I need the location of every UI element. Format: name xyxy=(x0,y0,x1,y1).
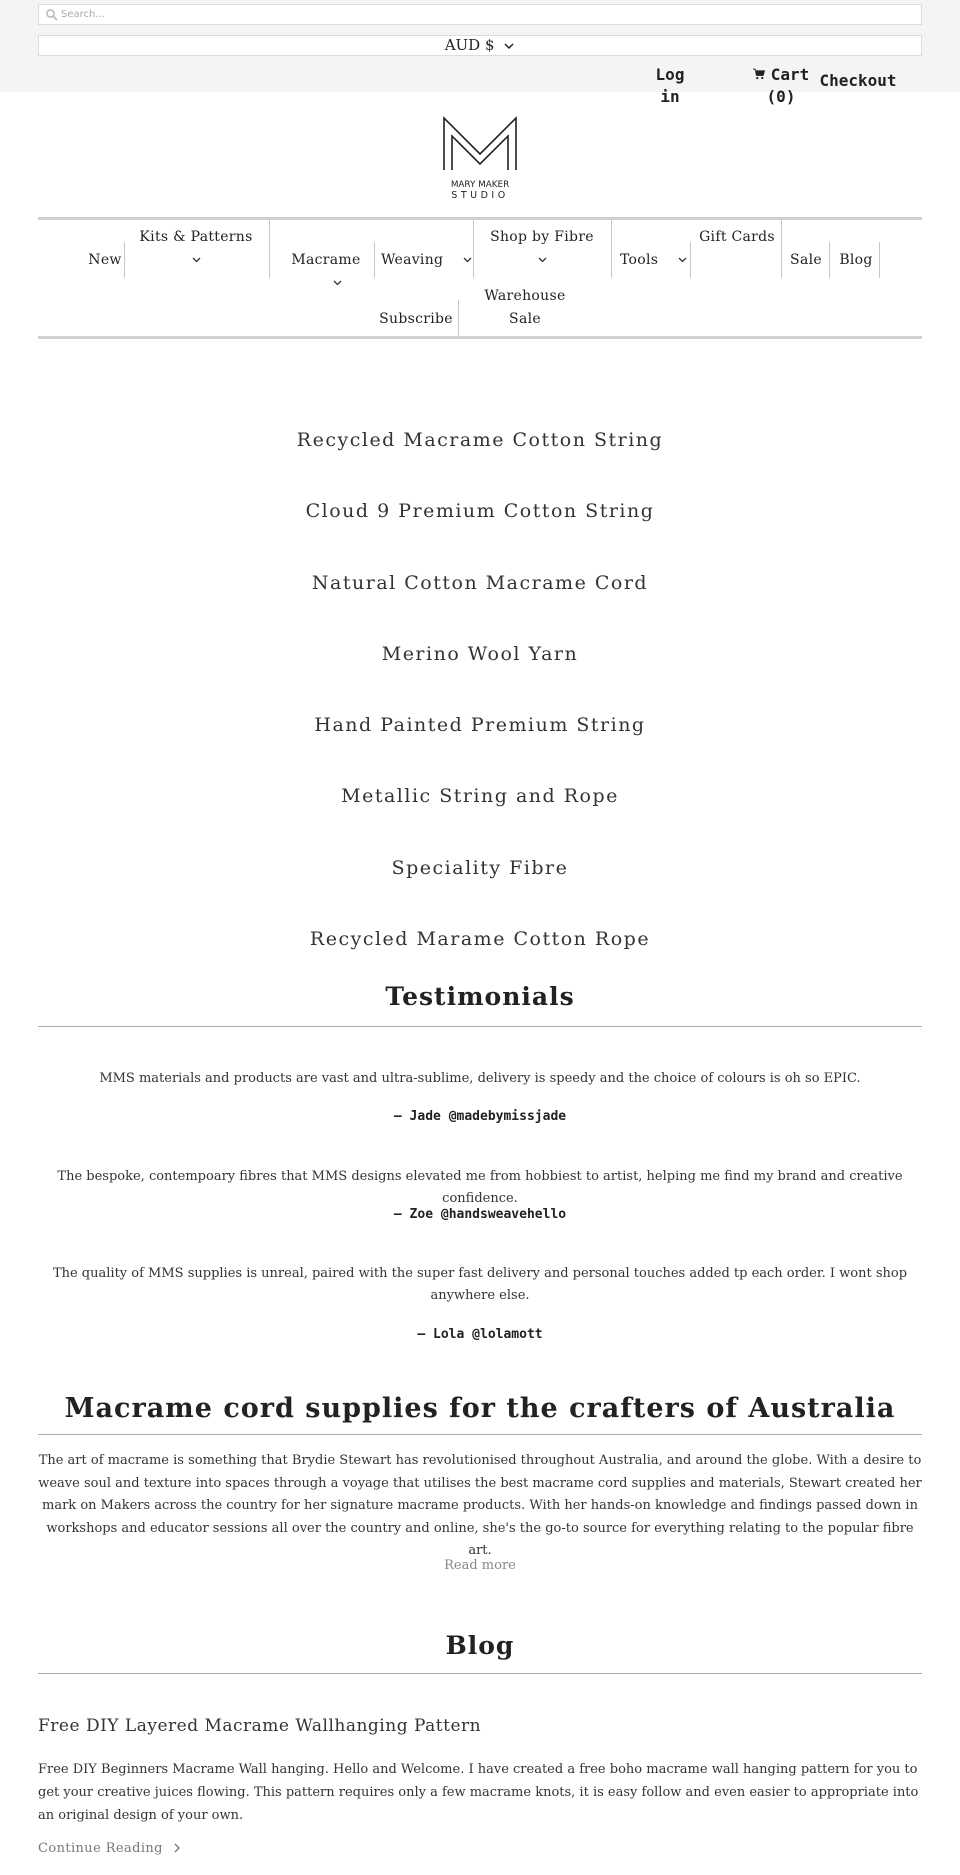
login-link[interactable]: Log in xyxy=(655,65,685,106)
logo-line-1: MARY MAKER xyxy=(450,180,510,190)
nav-item-label: Blog xyxy=(839,252,873,268)
collection-link[interactable]: Metallic String and Rope xyxy=(341,785,619,807)
nav-item-new[interactable] xyxy=(84,249,126,272)
nav-item-subscribe[interactable] xyxy=(376,308,456,331)
collection-link[interactable]: Cloud 9 Premium Cotton String xyxy=(305,500,655,522)
nav-item-label: New xyxy=(88,252,122,268)
nav-divider xyxy=(781,220,782,278)
mary-maker-studio-logo[interactable] xyxy=(440,114,520,204)
nav-divider xyxy=(829,242,830,278)
nav-item-shop-by-fibre[interactable] xyxy=(480,226,604,272)
testimonial-author: — Lola @lolamott xyxy=(417,1327,543,1342)
chevron-down-icon xyxy=(677,256,688,264)
checkout-link[interactable]: Checkout xyxy=(819,71,897,90)
collection-link[interactable]: Merino Wool Yarn xyxy=(381,643,579,665)
cart-link[interactable] xyxy=(740,64,822,108)
chevron-down-icon xyxy=(332,279,343,287)
continue-reading-link[interactable] xyxy=(38,1841,181,1856)
testimonials-rule xyxy=(38,1026,922,1027)
search-icon xyxy=(45,8,59,22)
nav-item-label: Shop by Fibre xyxy=(490,229,594,245)
nav-item-gift-cards[interactable] xyxy=(697,226,777,249)
nav-divider xyxy=(458,300,459,337)
nav-item-sale[interactable] xyxy=(788,249,824,272)
nav-bottom-rule xyxy=(38,336,922,339)
blog-rule xyxy=(38,1673,922,1674)
nav-item-label: Weaving xyxy=(380,252,444,268)
about-title: Macrame cord supplies for the crafters of Australia xyxy=(64,1393,896,1424)
chevron-down-icon xyxy=(191,256,202,264)
nav-divider xyxy=(269,220,270,278)
search-input[interactable] xyxy=(61,5,916,24)
nav-item-blog[interactable] xyxy=(836,249,876,272)
testimonial-quote: MMS materials and products are vast and ultra-sublime, delivery is speedy and the choice of colours is oh so EPIC. xyxy=(99,1071,861,1086)
blog-post-excerpt: Free DIY Beginners Macrame Wall hanging. Hello and Welcome. I have created a free boho macrame wall hanging pattern for you to get your creative juices flowing. This pattern requires only a few macrame knots, it is easy follow and even easier to appropriate into an original design of your own. xyxy=(38,1762,919,1823)
nav-divider xyxy=(374,242,375,278)
nav-item-warehouse-sale[interactable] xyxy=(475,285,575,331)
currency-select[interactable] xyxy=(38,35,922,56)
logo-line-2: STUDIO xyxy=(451,190,509,201)
cart-icon xyxy=(753,68,765,80)
collection-link[interactable]: Recycled Marame Cotton Rope xyxy=(309,928,651,950)
nav-item-label: Warehouse Sale xyxy=(484,288,566,327)
nav-divider xyxy=(611,220,612,278)
blog-title: Blog xyxy=(445,1631,515,1660)
cart-label: Cart (0) xyxy=(766,65,810,106)
nav-divider xyxy=(690,242,691,278)
search-box[interactable] xyxy=(38,4,922,25)
nav-item-label: Sale xyxy=(790,252,822,268)
nav-top-rule xyxy=(38,217,922,220)
nav-item-kits-patterns[interactable] xyxy=(130,226,262,272)
testimonial-quote: The bespoke, contempoary fibres that MMS designs elevated me from hobbiest to artist, helping me find my brand and creative confidence. xyxy=(57,1169,903,1206)
nav-divider xyxy=(473,220,474,278)
about-text: The art of macrame is something that Brydie Stewart has revolutionised throughout Australia, and around the globe. With a desire to weave soul and texture into spaces through a voyage that utilises the best macrame cord supplies and materials, Stewart created her mark on Makers across the country for her signature macrame products. With her hands-on knowledge and findings passed down in workshops and educator sessions all over the country and online, she's the go-to source for everything relating to the popular fibre art. xyxy=(38,1453,922,1558)
chevron-right-icon xyxy=(173,1843,181,1853)
nav-item-label: Macrame xyxy=(291,252,361,268)
testimonial-author: — Zoe @handsweavehello xyxy=(393,1207,567,1222)
chevron-down-icon xyxy=(537,256,548,264)
nav-item-weaving[interactable] xyxy=(380,249,474,272)
chevron-down-icon xyxy=(503,41,515,51)
nav-item-tools[interactable] xyxy=(618,249,690,272)
read-more-link[interactable]: Read more xyxy=(444,1558,516,1573)
chevron-down-icon xyxy=(462,256,473,264)
nav-item-label: Tools xyxy=(619,252,659,268)
currency-value: AUD $ xyxy=(444,36,495,54)
testimonial-author: — Jade @madebymissjade xyxy=(393,1109,567,1124)
nav-divider xyxy=(124,242,125,278)
about-rule xyxy=(38,1434,922,1435)
testimonials-title: Testimonials xyxy=(385,982,575,1011)
collection-link[interactable]: Natural Cotton Macrame Cord xyxy=(311,572,649,594)
collection-link[interactable]: Hand Painted Premium String xyxy=(314,714,646,736)
nav-item-macrame[interactable] xyxy=(276,249,376,295)
collection-link[interactable]: Speciality Fibre xyxy=(391,857,569,879)
nav-item-label: Kits & Patterns xyxy=(139,229,253,245)
nav-item-label: Subscribe xyxy=(379,311,453,327)
nav-divider xyxy=(879,242,880,278)
nav-item-label: Gift Cards xyxy=(699,229,775,245)
testimonial-quote: The quality of MMS supplies is unreal, paired with the super fast delivery and personal touches added tp each order. I wont shop anywhere else. xyxy=(52,1266,908,1303)
blog-post-title[interactable]: Free DIY Layered Macrame Wallhanging Pattern xyxy=(38,1716,482,1736)
continue-reading-label: Continue Reading xyxy=(38,1841,163,1856)
collection-link[interactable]: Recycled Macrame Cotton String xyxy=(296,429,664,451)
